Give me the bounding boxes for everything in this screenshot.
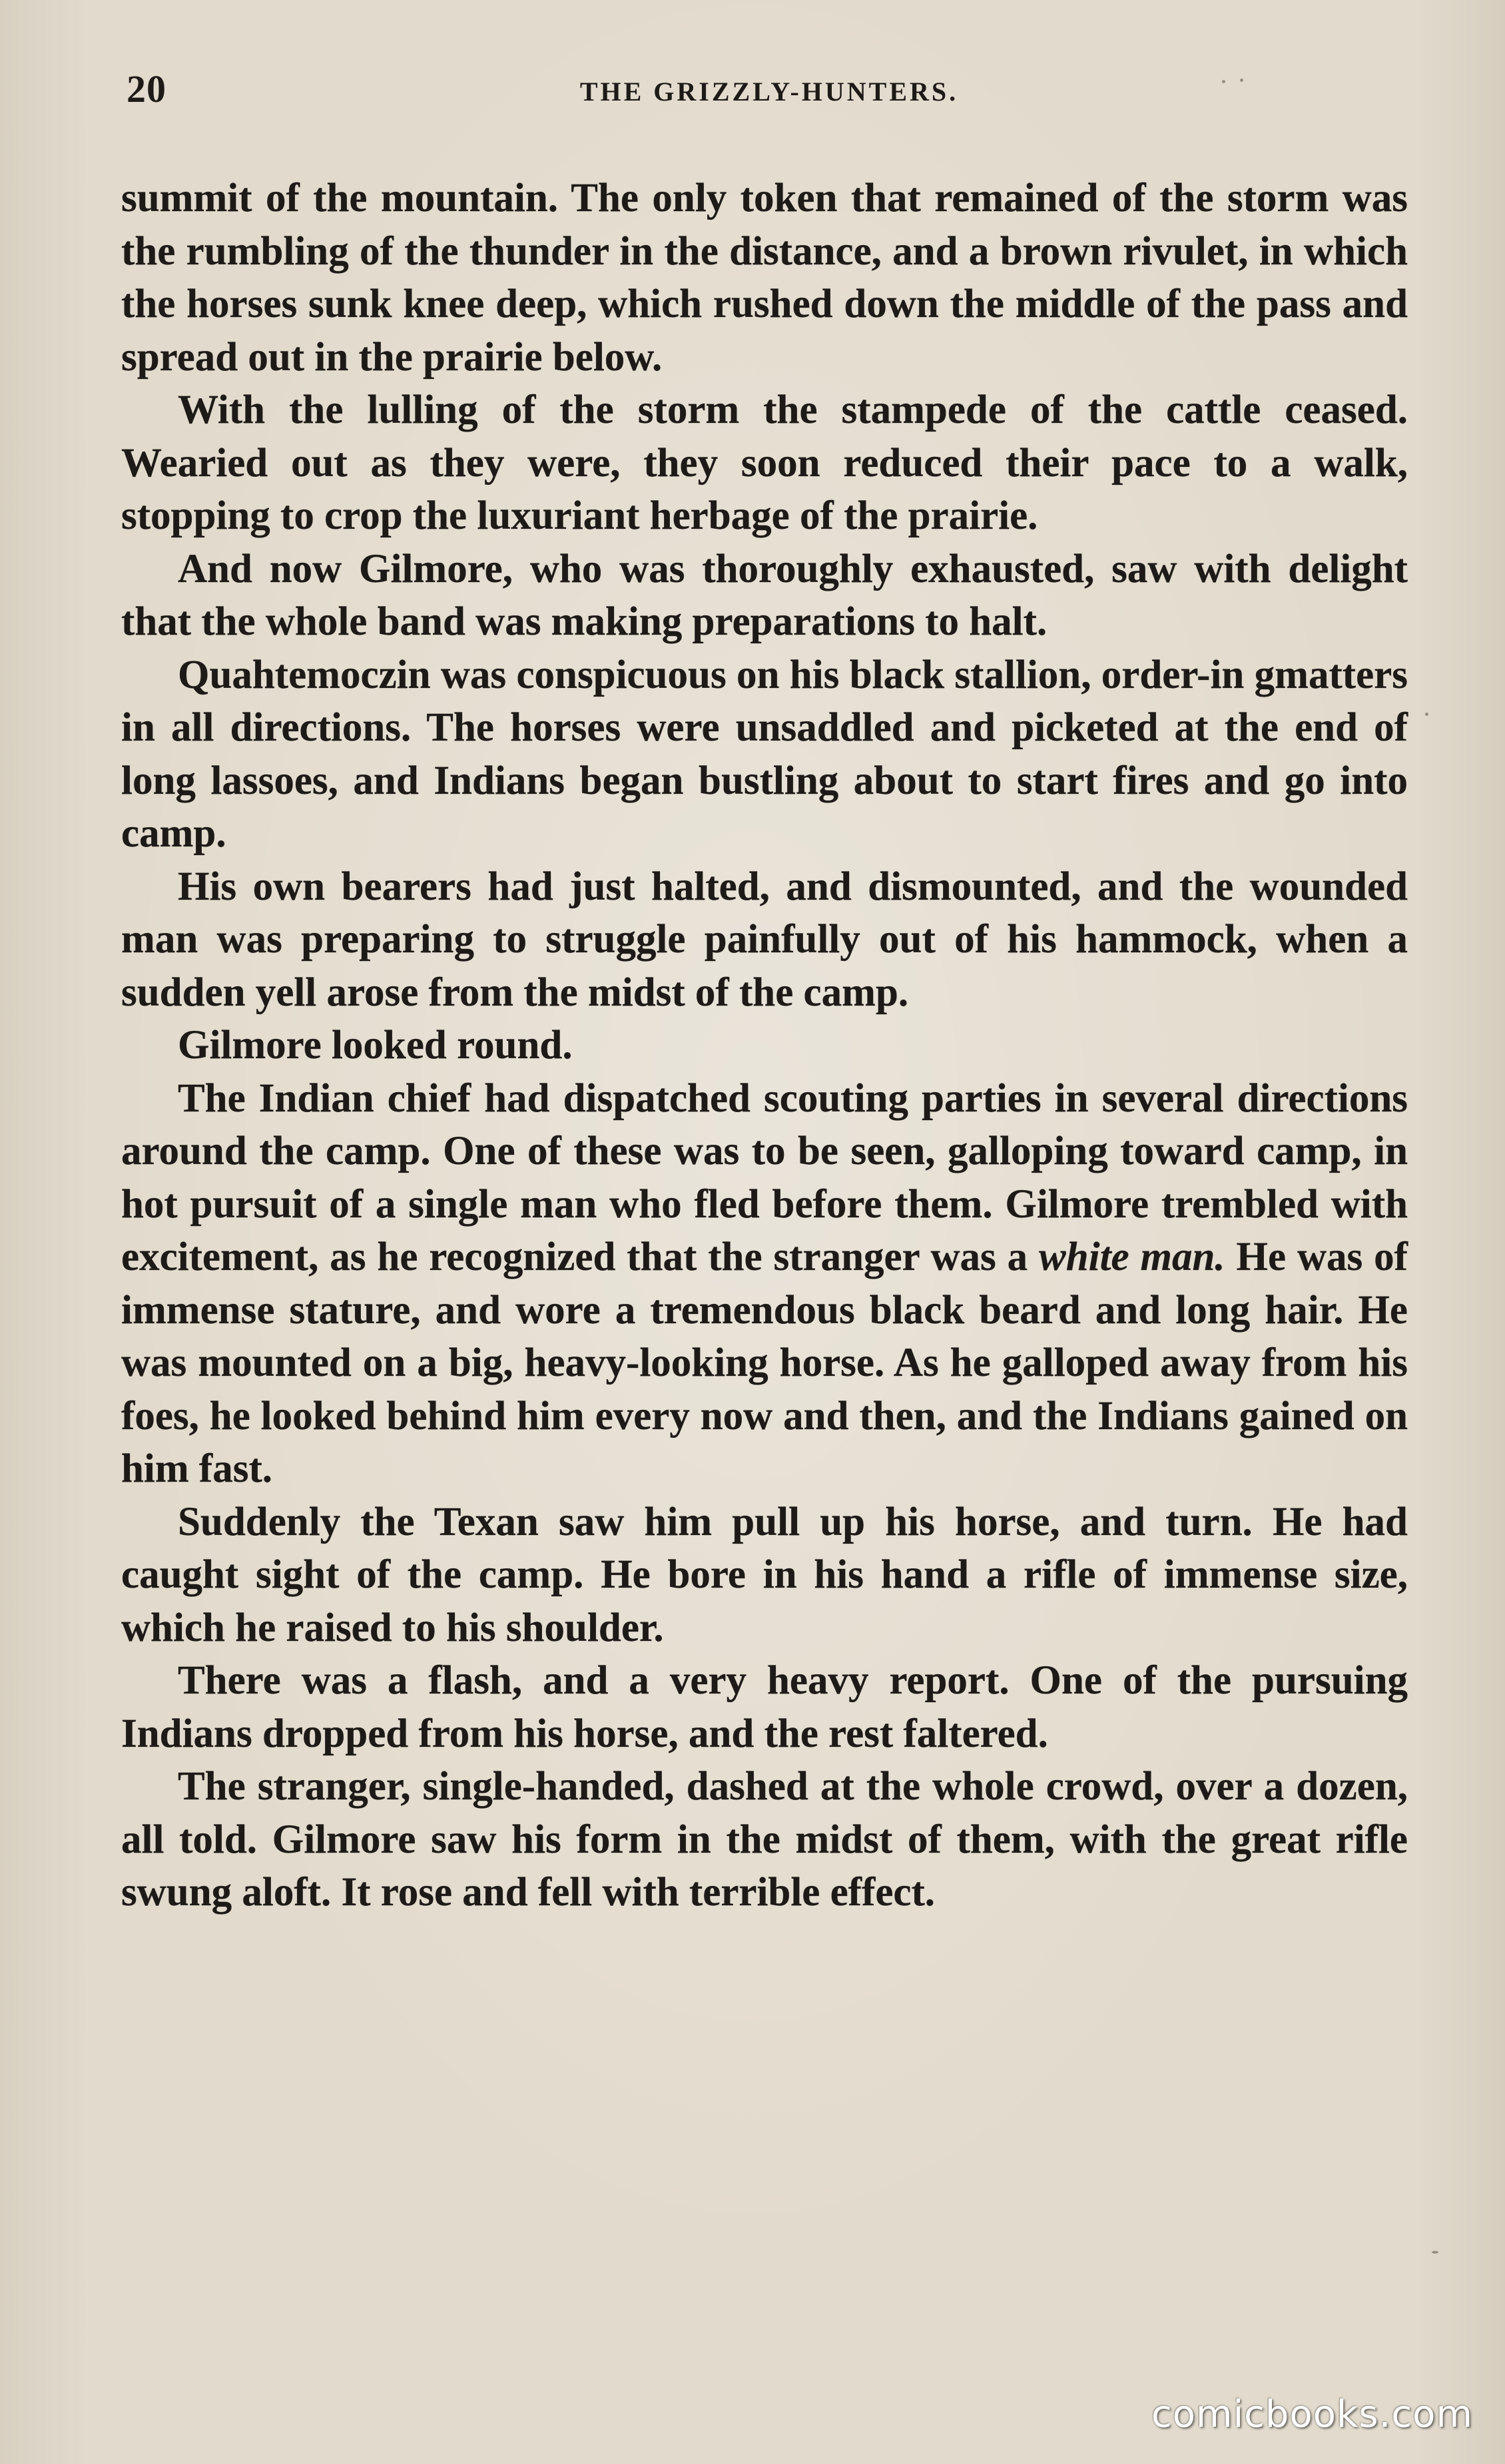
body-text (121, 172, 1408, 1919)
paragraph-5: His own bearers had just halted, and dismounted, and the wounded man was preparing to struggle painfully out of his hammock, when a sudden yell arose from the midst of the camp. (121, 864, 1408, 1015)
page-header (127, 67, 1412, 120)
paragraph-7-text-after: He was of immense stature, and wore a tremendous black beard and long hair. He was mounted on a big, heavy-looking horse. As he galloped away from his foes, he looked behind him every now and then, and the Indians gained on him fast. (121, 1235, 1408, 1491)
page-number: 20 (127, 67, 166, 111)
paragraph-7-text-before: The Indian chief had dispatched scouting parties in several directions around the camp. One of these was to be seen, galloping toward camp, in hot pursuit of a single man who fled before them. Gilmore trembled with excitement, as he recognized that the stranger was a (121, 1076, 1408, 1279)
paper-speck (1425, 713, 1428, 716)
paper-speck (1240, 79, 1243, 82)
paragraph-4: Quahtemoczin was conspicuous on his black stallion, order-in gmatters in all directions. The horses were unsaddled and picketed at the end of long lassoes, and Indians began bustling about to start fires and go into camp. (121, 652, 1408, 856)
paragraph-6: Gilmore looked round. (178, 1023, 573, 1068)
paper-speck (1222, 80, 1225, 83)
paragraph-1: summit of the mountain. The only token that remained of the storm was the rumbling of the thunder in the distance, and a brown rivulet, in which the horses sunk knee deep, which rushed down the middle of the pass and spread out in the prairie below. (121, 176, 1408, 380)
paper-speck (1432, 2251, 1438, 2254)
paragraph-8: Suddenly the Texan saw him pull up his horse, and turn. He had caught sight of the camp. He bore in his hand a rifle of immense size, which he raised to his shoulder. (121, 1499, 1408, 1650)
paragraph-3: And now Gilmore, who was thoroughly exhausted, saw with delight that the whole band was making preparations to halt. (121, 546, 1408, 644)
paragraph-7-italic: white man. (1039, 1235, 1225, 1279)
watermark-logo: comicbooks.com (1151, 2393, 1473, 2436)
running-head: THE GRIZZLY-HUNTERS. (579, 77, 959, 107)
paragraph-2: With the lulling of the storm the stampede of the cattle ceased. Wearied out as they were, they soon reduced their pace to a walk, stopping to crop the luxuriant herbage of the prairie. (121, 388, 1408, 538)
paragraph-9: There was a flash, and a very heavy report. One of the pursuing Indians dropped from his horse, and the rest faltered. (121, 1658, 1408, 1756)
paragraph-7 (121, 1072, 1408, 1496)
paragraph-10: The stranger, single-handed, dashed at the whole crowd, over a dozen, all told. Gilmore saw his form in the midst of them, with the great rifle swung aloft. It rose and fell with terrible effect. (121, 1764, 1408, 1915)
